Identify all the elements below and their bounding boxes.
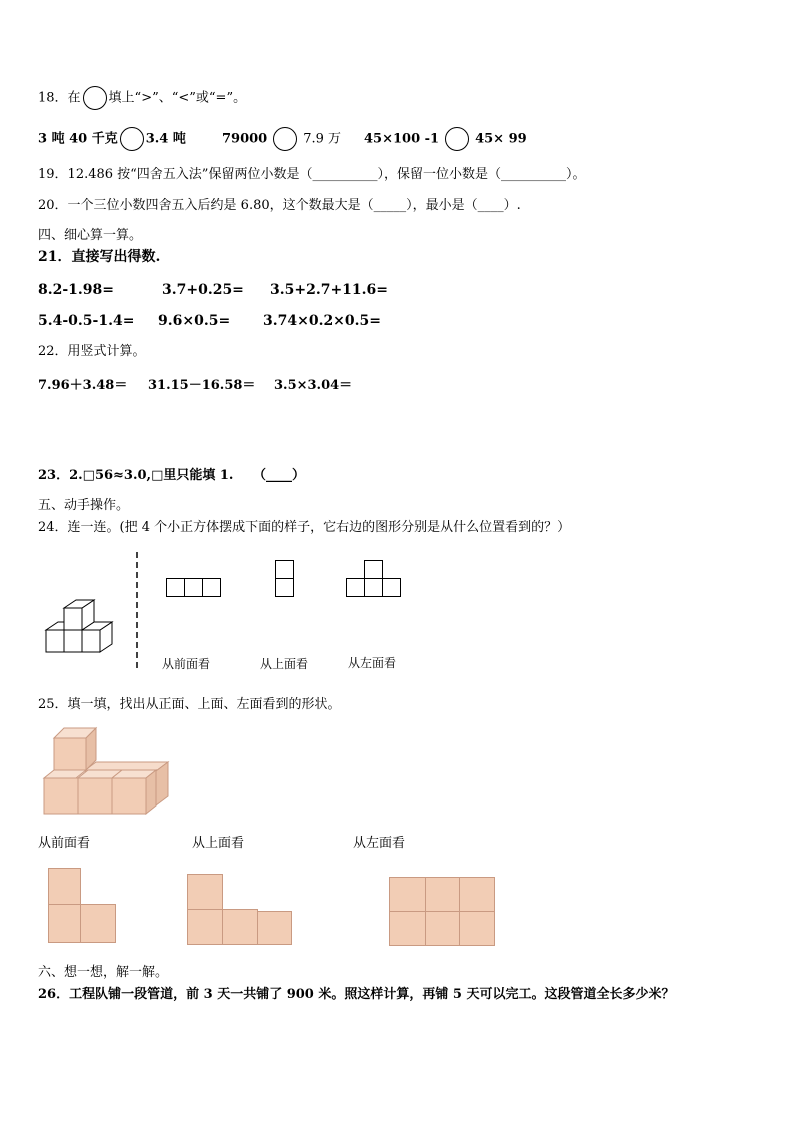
q24-title: 24．连一连。(把 4 个小正方体摆成下面的样子，它右边的图形分别是从什么位置看到的？） (38, 520, 571, 535)
section-4-heading: 四、细心算一算。 (38, 228, 143, 243)
q21-expr-6: 3.74×0.2×0.5= (263, 313, 382, 329)
compare-item-2 (222, 127, 341, 151)
q24-view-three-in-row (166, 578, 222, 598)
answer-circle-icon[interactable] (445, 127, 469, 151)
q21-title: 21．直接写出得数. (38, 249, 161, 265)
q22-expr-2: 31.15－16.58＝ (148, 378, 256, 393)
q26-text: 26．工程队铺一段管道，前 3 天一共铺了 900 米。照这样计算，再铺 5 天可以完工。这段管道全长多少米？ (38, 987, 675, 1002)
q21-expr-4: 5.4-0.5-1.4= (38, 313, 135, 329)
q24-caption-top: 从上面看 (260, 657, 309, 671)
q25-caption-top: 从上面看 (192, 836, 245, 851)
q24-dashed-divider (134, 552, 140, 672)
answer-circle-icon[interactable] (120, 127, 144, 151)
q23-text: 23．2.□56≈3.0,□里只能填 1. （____） (38, 468, 305, 483)
section-5-heading: 五、动手操作。 (38, 498, 130, 513)
q25-caption-front: 从前面看 (38, 836, 91, 851)
q22-title: 22．用竖式计算。 (38, 344, 146, 359)
q21-expr-5: 9.6×0.5= (158, 313, 231, 329)
q25-3d-cubes-figure (44, 726, 170, 818)
q24-view-t-shape (346, 560, 402, 598)
compare-right: 45× 99 (475, 131, 527, 147)
q24-caption-left: 从左面看 (348, 656, 397, 670)
compare-left: 79000 (222, 131, 268, 147)
q24-view-two-stacked (275, 560, 295, 598)
compare-item-3 (364, 127, 527, 151)
q19-text: 19．12.486 按“四舍五入法”保留两位小数是（__________），保留一位小数是（__________）。 (38, 167, 586, 182)
compare-right: 3.4 吨 (145, 131, 186, 147)
compare-item-1 (38, 127, 186, 151)
q24-caption-front: 从前面看 (162, 657, 211, 671)
q21-expr-3: 3.5+2.7+11.6= (270, 282, 389, 298)
q20-text: 20．一个三位小数四舍五入后约是 6.80，这个数最大是（_____），最小是（____）. (38, 198, 521, 213)
q25-top-view-answer (187, 874, 293, 946)
q25-front-view-answer (48, 868, 118, 944)
compare-right: 7.9 万 (303, 131, 342, 147)
q18-suffix: 填上“>”、“<”或“=”。 (108, 90, 247, 106)
answer-circle-icon[interactable] (273, 127, 297, 151)
q18-prefix: 18．在 (38, 90, 81, 106)
q25-caption-left: 从左面看 (353, 836, 406, 851)
q22-expr-3: 3.5×3.04＝ (274, 378, 353, 393)
q21-expr-2: 3.7+0.25= (162, 282, 244, 298)
q21-expr-1: 8.2-1.98= (38, 282, 114, 298)
section-6-heading: 六、想一想，解一解。 (38, 965, 169, 980)
q25-title: 25．填一填，找出从正面、上面、左面看到的形状。 (38, 697, 341, 712)
q18-instruction (38, 86, 246, 110)
compare-left: 45×100 -1 (364, 131, 440, 147)
compare-circle-icon (83, 86, 107, 110)
q24-isometric-cubes-figure (40, 592, 130, 662)
compare-left: 3 吨 40 千克 (38, 131, 118, 147)
q22-expr-1: 7.96＋3.48＝ (38, 378, 128, 393)
q25-left-view-answer (389, 877, 497, 947)
